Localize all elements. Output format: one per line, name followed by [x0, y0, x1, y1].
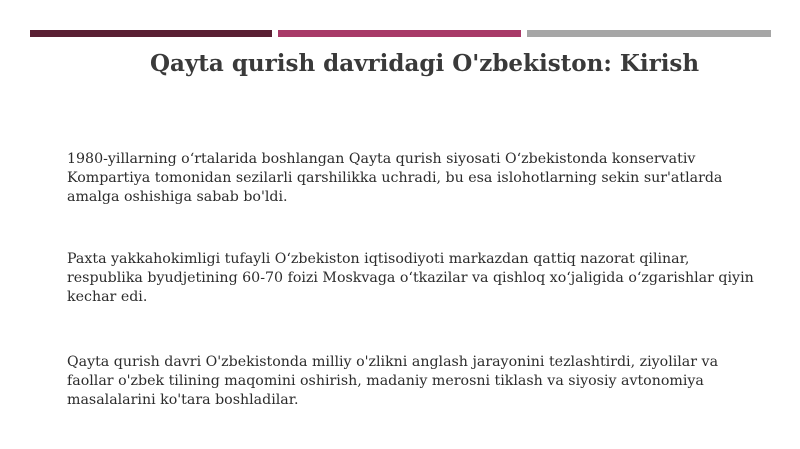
paragraph-1: 1980-yillarning o‘rtalarida boshlangan Qayta qurish siyosati O‘zbekistonda konservativ Kompartiya tomonidan sezilarli qarshilikka uchradi, bu esa islohotlarning sekin sur'atlarda amalga oshishiga sabab bo'ldi. — [67, 151, 723, 205]
decorative-bar-magenta — [278, 30, 521, 37]
decorative-bar-gray — [527, 30, 771, 37]
paragraph-3: Qayta qurish davri O'zbekistonda milliy o'zlikni anglash jarayonini tezlashtirdi, ziyolilar va faollar o'zbek tilining maqomini oshirish, madaniy merosni tiklash va siyosiy avtonomiya masalalarini ko'tara boshladilar. — [67, 354, 719, 408]
paragraph-2: Paxta yakkahokimligi tufayli O‘zbekiston iqtisodiyoti markazdan qattiq nazorat qilinar, respublika byudjetining 60-70 foizi Moskvaga o‘tkazilar va qishloq xo‘jaligida o‘zgarishlar qiyin kechar edi. — [67, 251, 754, 305]
slide-title: Qayta qurish davridagi O'zbekiston: Kirish — [150, 50, 700, 77]
decorative-bar-maroon — [30, 30, 272, 37]
